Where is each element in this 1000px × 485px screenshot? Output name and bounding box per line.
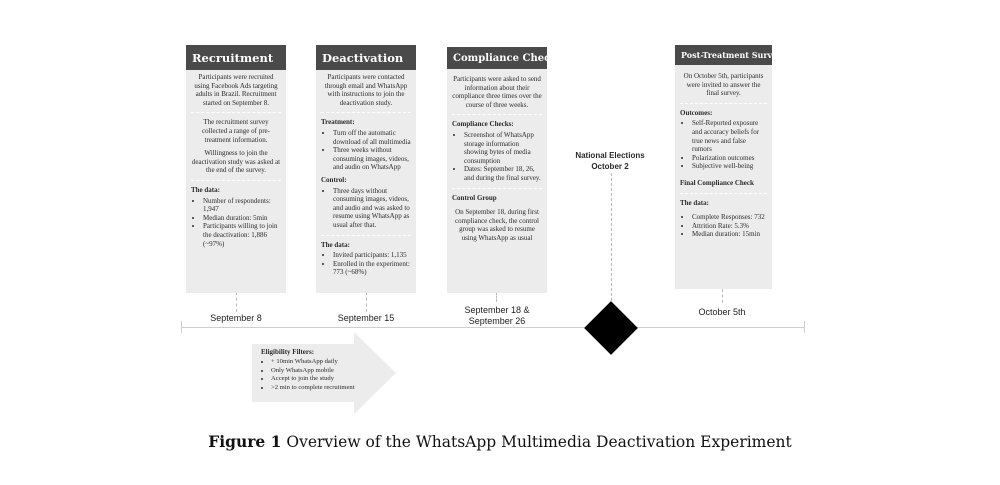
list-item: • Invited participants: 1,135 bbox=[333, 251, 411, 260]
timeline-tick-start bbox=[181, 321, 182, 333]
divider bbox=[452, 188, 542, 189]
recruitment-card bbox=[186, 45, 286, 293]
list-item: • Complete Responses: 732 bbox=[692, 213, 767, 222]
connector-deactivation bbox=[366, 292, 367, 312]
treatment-label: Treatment: bbox=[321, 118, 355, 127]
date-september-15: September 15 bbox=[337, 313, 395, 323]
list-item: • Dates: September 18, 26, and during the final survey. bbox=[464, 165, 542, 182]
post-survey-data-label: The data: bbox=[680, 198, 709, 207]
deactivation-data-label: The data: bbox=[321, 240, 350, 249]
elections-line2: October 2 bbox=[591, 162, 629, 171]
date-september-18-26 bbox=[440, 305, 554, 327]
control-group-text: On September 18, during first compliance check, the control group was asked to resume using WhatsApp as usual bbox=[455, 208, 539, 242]
list-item: • Three days without consuming images, videos, and audio and was asked to resume using WhatsApp as usual after that. bbox=[333, 187, 411, 230]
divider bbox=[321, 112, 411, 113]
list-item: • Median duration: 15min bbox=[692, 230, 767, 239]
post-survey-title: Post-Treatment Survey bbox=[675, 45, 772, 65]
list-item: • + 10min WhatsApp daily bbox=[271, 358, 401, 366]
divider bbox=[452, 114, 542, 115]
divider bbox=[680, 193, 767, 194]
recruitment-data-label: The data: bbox=[191, 185, 220, 194]
control-list bbox=[321, 187, 411, 230]
recruitment-survey: The recruitment survey collected a range of pre-treatment information. bbox=[201, 118, 270, 144]
list-item: • Self-Reported exposure and accuracy beliefs for true news and false rumors bbox=[692, 119, 767, 153]
list-item: • Polarization outcomes bbox=[692, 154, 767, 163]
deactivation-title: Deactivation bbox=[316, 45, 416, 70]
list-item: • Number of respondents: 1,947 bbox=[203, 197, 281, 214]
compliance-intro: Participants were asked to send information about their compliance three times over the course of three weeks. bbox=[452, 75, 542, 109]
connector-recruitment bbox=[236, 292, 237, 312]
date-october-5: October 5th bbox=[698, 307, 746, 317]
timeline-axis bbox=[181, 327, 804, 328]
list-item: • Attrition Rate: 5.3% bbox=[692, 222, 767, 231]
final-compliance-check: Final Compliance Check bbox=[680, 178, 754, 187]
deactivation-card bbox=[316, 45, 416, 293]
list-item: • >2 min to complete recruitment bbox=[271, 384, 401, 392]
compliance-title: Compliance Checks bbox=[447, 47, 547, 69]
outcomes-list bbox=[680, 119, 767, 171]
elections-line1: National Elections bbox=[575, 151, 645, 160]
post-survey-data-list bbox=[680, 213, 767, 239]
compliance-checks-label: Compliance Checks: bbox=[452, 120, 514, 129]
list-item: • Median duration: 5min bbox=[203, 214, 281, 223]
date-line-1: September 18 & bbox=[464, 305, 530, 315]
list-item: • Turn off the automatic download of all multimedia bbox=[333, 129, 411, 146]
caption-label: Figure 1 bbox=[208, 432, 282, 451]
recruitment-title: Recruitment bbox=[186, 45, 286, 70]
elections-label bbox=[560, 150, 660, 172]
figure-caption bbox=[0, 432, 1000, 451]
deactivation-body bbox=[316, 70, 416, 293]
post-survey-intro: On October 5th, participants were invited to answer the final survey. bbox=[683, 72, 764, 98]
caption-text: Overview of the WhatsApp Multimedia Deactivation Experiment bbox=[281, 433, 792, 451]
connector-compliance bbox=[496, 292, 497, 302]
control-group-label: Control Group bbox=[452, 193, 497, 202]
recruitment-body bbox=[186, 70, 286, 293]
post-survey-body bbox=[675, 65, 772, 289]
date-september-8: September 8 bbox=[210, 313, 262, 323]
eligibility-filters bbox=[261, 348, 401, 396]
timeline-tick-end bbox=[804, 321, 805, 333]
list-item: • Participants willing to join the deactivation: 1,886 (~97%) bbox=[203, 222, 281, 248]
connector-post-survey bbox=[722, 289, 723, 303]
recruitment-data-list bbox=[191, 197, 281, 249]
control-label: Control: bbox=[321, 175, 347, 184]
recruitment-willingness: Willingness to join the deactivation study was asked at the end of the survey. bbox=[191, 149, 281, 175]
post-survey-card bbox=[675, 45, 782, 289]
list-item: • Three weeks without consuming images, videos, and audio on WhatsApp bbox=[333, 146, 411, 172]
list-item: • Enrolled in the experiment: 773 (~68%) bbox=[333, 260, 411, 277]
list-item: • Accept to join the study bbox=[271, 375, 401, 383]
elections-diamond-marker bbox=[584, 301, 638, 355]
divider bbox=[191, 180, 281, 181]
list-item: • Only WhatsApp mobile bbox=[271, 367, 401, 375]
divider bbox=[680, 103, 767, 104]
compliance-body bbox=[447, 69, 547, 293]
treatment-list bbox=[321, 129, 411, 172]
recruitment-intro: Participants were recruited using Facebook Ads targeting adults in Brazil. Recruitment started on September 8. bbox=[194, 73, 278, 107]
list-item: • Subjective well-being bbox=[692, 162, 767, 171]
connector-elections bbox=[611, 173, 612, 301]
filters-list bbox=[261, 358, 401, 392]
compliance-card bbox=[447, 47, 563, 293]
divider bbox=[191, 112, 281, 113]
divider bbox=[321, 235, 411, 236]
outcomes-label: Outcomes: bbox=[680, 108, 713, 117]
deactivation-data-list bbox=[321, 251, 411, 277]
compliance-checks-list bbox=[452, 131, 542, 183]
date-line-2: September 26 bbox=[468, 316, 526, 326]
filters-label: Eligibility Filters: bbox=[261, 348, 315, 356]
list-item: • Screenshot of WhatsApp storage information showing bytes of media consumption bbox=[464, 131, 542, 165]
deactivation-intro: Participants were contacted through email and WhatsApp with instructions to join the deactivation study. bbox=[324, 73, 408, 107]
